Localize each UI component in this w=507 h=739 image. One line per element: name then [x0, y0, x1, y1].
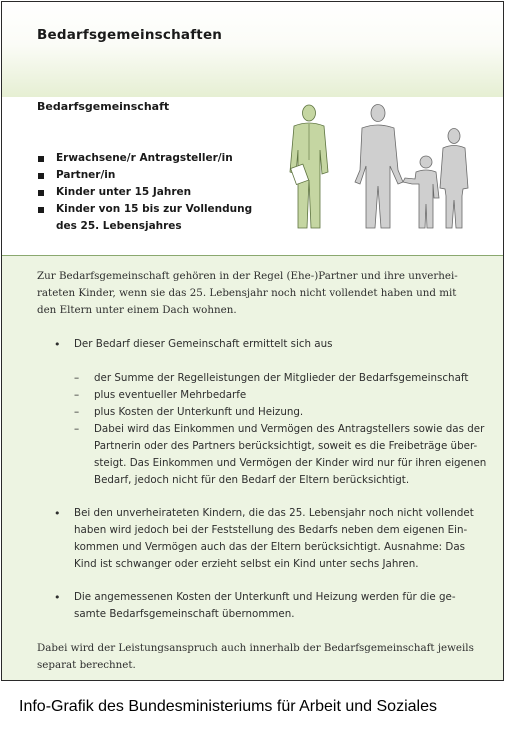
- member-list: [37, 150, 252, 235]
- dash-text: Partnerin oder des Partners berücksichtigt, soweit es die Freibeträge über-: [94, 440, 478, 452]
- dash-text: Bedarf, jedoch nicht für den Bedarf der Eltern berücksichtigt.: [94, 474, 410, 486]
- dash-text: Dabei wird das Einkommen und Vermögen des Antragstellers sowie das der: [94, 423, 485, 435]
- list-item: Partner/in: [37, 167, 252, 184]
- square-bullet-icon: [38, 173, 44, 179]
- dash-icon: –: [74, 423, 80, 435]
- image-caption: Info-Grafik des Bundesministeriums für Arbeit und Soziales: [19, 698, 437, 715]
- bullet-icon: •: [54, 338, 61, 351]
- bullet-text: haben wird jedoch bei der Feststellung des Bedarfs neben dem eigenen Ein-: [74, 524, 468, 536]
- dash-text: der Summe der Regelleistungen der Mitglieder der Bedarfsgemeinschaft: [94, 372, 469, 384]
- page-title: Bedarfsgemeinschaften: [37, 27, 223, 43]
- intro-line: den Eltern unter einem Dach wohnen.: [37, 304, 237, 316]
- section-heading: Bedarfsgemeinschaft: [37, 100, 170, 113]
- square-bullet-icon: [38, 156, 44, 162]
- bullet-icon: •: [54, 591, 61, 604]
- dash-icon: –: [74, 389, 80, 401]
- teen-figure-icon: [440, 129, 468, 229]
- bullet-text: Der Bedarf dieser Gemeinschaft ermittelt sich aus: [74, 338, 333, 350]
- intro-line: rateten Kinder, wenn sie das 25. Lebensjahr noch nicht vollendet haben und mit: [37, 287, 457, 299]
- applicant-figure-icon: [290, 105, 328, 228]
- dash-text: plus Kosten der Unterkunft und Heizung.: [94, 406, 304, 418]
- dash-icon: –: [74, 372, 80, 384]
- square-bullet-icon: [38, 190, 44, 196]
- list-item-continuation: des 25. Lebensjahres: [56, 220, 182, 232]
- closing-line: separat berechnet.: [37, 659, 136, 671]
- bullet-text: Bei den unverheirateten Kindern, die das 25. Lebensjahr noch nicht vollendet: [74, 507, 474, 519]
- header-band: [2, 2, 503, 97]
- bullet-text: samte Bedarfsgemeinschaft übernommen.: [74, 608, 295, 620]
- adult-figure-icon: [355, 105, 403, 229]
- child-figure-icon: [403, 156, 439, 228]
- bullet-text: Kind ist schwanger oder erzieht selbst ein Kind unter sechs Jahren.: [74, 558, 419, 570]
- bullet-text: Die angemessenen Kosten der Unterkunft und Heizung werden für die ge-: [74, 591, 456, 603]
- closing-line: Dabei wird der Leistungsanspruch auch innerhalb der Bedarfsgemeinschaft jeweils: [37, 642, 474, 654]
- bullet-text: kommen und Vermögen auch das der Eltern berücksichtigt. Ausnahme: Das: [74, 541, 466, 553]
- content-panel: [2, 255, 503, 681]
- list-item: Kinder von 15 bis zur Vollendung: [37, 201, 252, 218]
- family-illustration: [284, 100, 476, 236]
- dash-text: steigt. Das Einkommen und Vermögen der Kinder wird nur für ihren eigenen: [94, 457, 487, 469]
- list-item: Kinder unter 15 Jahren: [37, 184, 252, 201]
- intro-line: Zur Bedarfsgemeinschaft gehören in der Regel (Ehe-)Partner und ihre unverhei-: [37, 270, 458, 282]
- list-item: Erwachsene/r Antragsteller/in: [37, 150, 252, 167]
- bullet-icon: •: [54, 507, 61, 520]
- info-card: [1, 1, 504, 681]
- dash-icon: –: [74, 406, 80, 418]
- dash-text: plus eventueller Mehrbedarfe: [94, 389, 247, 401]
- square-bullet-icon: [38, 207, 44, 213]
